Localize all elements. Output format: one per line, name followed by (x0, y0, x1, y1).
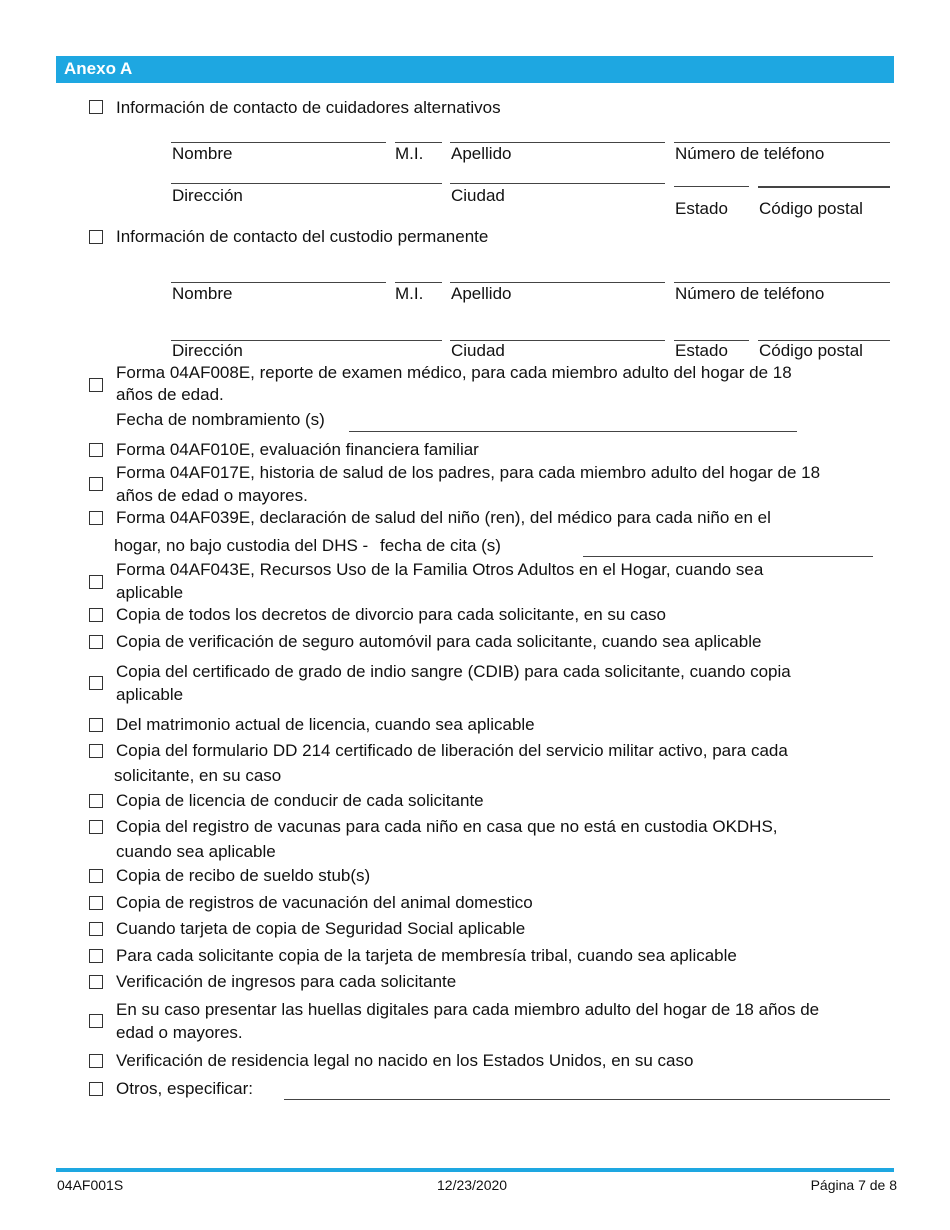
appointment-date-field[interactable] (583, 556, 873, 557)
perm-address-label: Dirección (172, 341, 243, 360)
other-specify-field[interactable] (284, 1099, 890, 1100)
alt-zip-label: Código postal (759, 199, 863, 218)
perm-city-label: Ciudad (451, 341, 505, 360)
item-checkbox-04af039e[interactable] (89, 511, 103, 525)
item-label: Forma 04AF008E, reporte de examen médico, para cada miembro adulto del hogar de 18 (116, 363, 792, 382)
item-label: Copia de registros de vacunación del animal domestico (116, 893, 533, 912)
item-label: Forma 04AF017E, historia de salud de los padres, para cada miembro adulto del hogar de 18 (116, 463, 821, 482)
item-checkbox-04af017e[interactable] (89, 477, 103, 491)
appointment-date-field[interactable] (349, 431, 797, 432)
perm-custodian-checkbox[interactable] (89, 230, 103, 244)
item-checkbox-pet-vaccination[interactable] (89, 896, 103, 910)
item-label: Verificación de residencia legal no nacido en los Estados Unidos, en su caso (116, 1051, 694, 1070)
item-checkbox-marriage-license[interactable] (89, 718, 103, 732)
perm-last-name-label: Apellido (451, 284, 512, 303)
item-label: Forma 04AF010E, evaluación financiera familiar (116, 440, 479, 459)
perm-state-label: Estado (675, 341, 728, 360)
item-checkbox-cdib[interactable] (89, 676, 103, 690)
section-header (56, 56, 894, 83)
alt-first-name-label: Nombre (172, 144, 233, 163)
item-label: Del matrimonio actual de licencia, cuando sea aplicable (116, 715, 535, 734)
item-label-cont: solicitante, en su caso (114, 766, 282, 785)
alt-mi-label: M.I. (395, 144, 424, 163)
item-label: Copia de verificación de seguro automóvil para cada solicitante, cuando sea aplicable (116, 632, 762, 651)
item-label-cont: hogar, no bajo custodia del DHS - (114, 536, 369, 555)
item-label: Copia del formulario DD 214 certificado de liberación del servicio militar activo, para cada (116, 741, 788, 760)
item-label: Para cada solicitante copia de la tarjeta de membresía tribal, cuando sea aplicable (116, 946, 737, 965)
alt-last-name-label: Apellido (451, 144, 512, 163)
item-checkbox-divorce[interactable] (89, 608, 103, 622)
item-checkbox-income-verification[interactable] (89, 975, 103, 989)
item-checkbox-legal-residence[interactable] (89, 1054, 103, 1068)
item-label: Otros, especificar: (116, 1079, 253, 1098)
item-label: Copia del registro de vacunas para cada niño en casa que no está en custodia OKDHS, (116, 817, 778, 836)
perm-zip-label: Código postal (759, 341, 863, 360)
item-checkbox-tribal-membership[interactable] (89, 949, 103, 963)
item-label: Copia de todos los decretos de divorcio para cada solicitante, en su caso (116, 605, 666, 624)
item-label-cont: aplicable (116, 583, 184, 602)
page-number: Página 7 de 8 (810, 1177, 897, 1193)
item-label: Copia del certificado de grado de indio sangre (CDIB) para cada solicitante, cuando copia (116, 662, 791, 681)
alt-address-label: Dirección (172, 186, 243, 205)
item-checkbox-auto-insurance[interactable] (89, 635, 103, 649)
alt-phone-label: Número de teléfono (675, 144, 825, 163)
item-label: Verificación de ingresos para cada solicitante (116, 972, 457, 991)
item-label: Copia de recibo de sueldo stub(s) (116, 866, 371, 885)
item-checkbox-04af010e[interactable] (89, 443, 103, 457)
footer-divider (56, 1168, 894, 1172)
item-label-cont: años de edad. (116, 385, 224, 404)
form-code: 04AF001S (57, 1177, 124, 1193)
item-label-cont: años de edad o mayores. (116, 486, 308, 505)
alt-city-label: Ciudad (451, 186, 505, 205)
item-checkbox-social-security[interactable] (89, 922, 103, 936)
item-label-cont: aplicable (116, 685, 184, 704)
item-checkbox-04af008e[interactable] (89, 378, 103, 392)
item-label-cont: edad o mayores. (116, 1023, 243, 1042)
alt-state-field[interactable] (674, 186, 749, 187)
item-checkbox-vaccines[interactable] (89, 820, 103, 834)
form-date: 12/23/2020 (437, 1177, 508, 1193)
item-checkbox-dd214[interactable] (89, 744, 103, 758)
alt-caregivers-label: Información de contacto de cuidadores alternativos (116, 98, 501, 117)
appointment-date-label: fecha de cita (s) (380, 536, 501, 555)
item-label-cont: cuando sea aplicable (116, 842, 276, 861)
item-checkbox-drivers-license[interactable] (89, 794, 103, 808)
section-title: Anexo A (64, 59, 133, 78)
item-label: Forma 04AF039E, declaración de salud del niño (ren), del médico para cada niño en el (116, 508, 771, 527)
item-checkbox-fingerprints[interactable] (89, 1014, 103, 1028)
perm-phone-label: Número de teléfono (675, 284, 825, 303)
item-label: En su caso presentar las huellas digitales para cada miembro adulto del hogar de 18 años de (116, 1000, 820, 1019)
alt-caregivers-checkbox[interactable] (89, 100, 103, 114)
appointment-date-label: Fecha de nombramiento (s) (116, 410, 325, 429)
item-label: Forma 04AF043E, Recursos Uso de la Familia Otros Adultos en el Hogar, cuando sea (116, 560, 764, 579)
perm-first-name-label: Nombre (172, 284, 233, 303)
alt-zip-field[interactable] (758, 186, 890, 188)
perm-custodian-label: Información de contacto del custodio permanente (116, 227, 489, 246)
item-checkbox-other[interactable] (89, 1082, 103, 1096)
alt-state-label: Estado (675, 199, 728, 218)
perm-mi-label: M.I. (395, 284, 424, 303)
item-label: Copia de licencia de conducir de cada solicitante (116, 791, 484, 810)
item-checkbox-pay-stub[interactable] (89, 869, 103, 883)
item-checkbox-04af043e[interactable] (89, 575, 103, 589)
item-label: Cuando tarjeta de copia de Seguridad Social aplicable (116, 919, 526, 938)
